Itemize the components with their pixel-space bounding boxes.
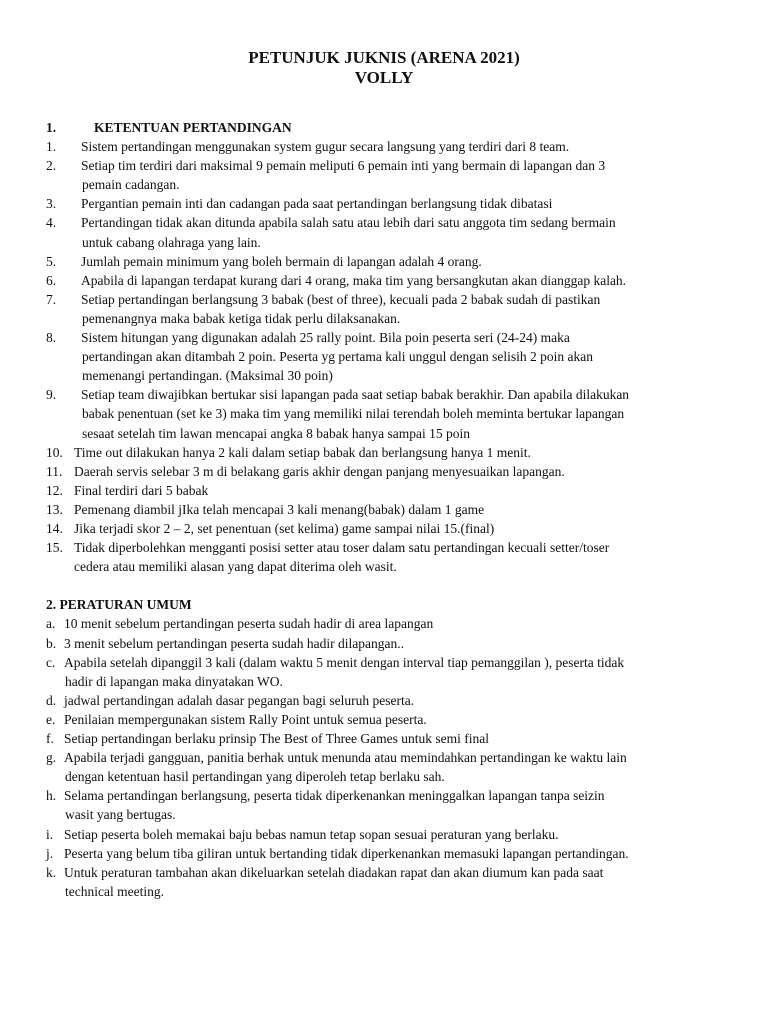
list-item-text: Time out dilakukan hanya 2 kali dalam setiap babak dan berlangsung hanya 1 menit. [74,444,531,460]
list-item-text: Setiap pertandingan berlaku prinsip The Best of Three Games untuk semi final [64,731,490,746]
list-item-text: Jumlah pemain minimum yang boleh bermain di lapangan adalah 4 orang. [81,253,482,269]
list-item-text: Apabila setelah dipanggil 3 kali (dalam waktu 5 menit dengan interval tiap pemanggilan ), peserta tidak [64,654,625,670]
list-item-letter: j. [46,845,54,861]
list-item-letter: a. [46,616,56,632]
list-item-number: 12. [46,482,63,498]
list-item-letter: d. [46,692,57,708]
list-item-continuation: pemain cadangan. [82,177,180,193]
list-item-number: 14. [46,521,63,536]
list-item-number: 8. [46,330,57,345]
document-subtitle: VOLLY [354,68,414,87]
list-item-number: 11. [46,463,63,479]
list-item-number: 13. [46,501,63,517]
list-item-continuation: pemenangnya maka babak ketiga tidak perlu dilaksanakan. [82,310,401,326]
list-item-text: Final terdiri dari 5 babak [74,482,209,498]
list-item-text: Apabila di lapangan terdapat kurang dari 4 orang, maka tim yang bersangkutan akan dianggap kalah. [81,272,627,288]
list-item-text: 3 menit sebelum pertandingan peserta sudah hadir dilapangan.. [64,635,405,651]
list-item-text: Setiap peserta boleh memakai baju bebas namun tetap sopan sesuai peraturan yang berlaku. [64,826,559,842]
list-item-continuation: technical meeting. [65,883,164,899]
list-item-continuation: cedera atau memiliki alasan yang dapat diterima oleh wasit. [74,559,397,575]
list-item-continuation: untuk cabang olahraga yang lain. [82,234,261,250]
list-item-letter: k. [46,864,57,880]
list-item-text: jadwal pertandingan adalah dasar pegangan bagi seluruh peserta. [64,692,415,708]
list-item-continuation: hadir di lapangan maka dinyatakan WO. [65,673,283,689]
list-item-number: 15. [46,540,63,556]
list-item-number: 10. [46,444,63,460]
section-heading: 2. PERATURAN UMUM [46,597,192,613]
list-item-continuation: sesaat setelah tim lawan mencapai angka 8 babak hanya sampai 15 poin [82,425,470,441]
list-item-text: Setiap tim terdiri dari maksimal 9 pemain meliputi 6 pemain inti yang bermain di lapangan dan 3 [81,158,606,174]
list-item-text: Daerah servis selebar 3 m di belakang garis akhir dengan panjang menyesuaikan lapangan. [74,463,565,479]
list-item-number: 4. [46,215,57,231]
list-item-text: Apabila terjadi gangguan, panitia berhak untuk menunda atau memindahkan pertandingan ke waktu lain [64,750,627,766]
list-item-continuation: babak penentuan (set ke 3) maka tim yang memiliki nilai terendah boleh meminta bertukar lapangan [82,406,625,422]
list-item-number: 6. [46,272,57,288]
section-number: 1. [46,120,57,135]
list-item-continuation: wasit yang bertugas. [65,807,176,823]
list-item-text: Sistem pertandingan menggunakan system gugur secara langsung yang terdiri dari 8 team. [81,139,570,154]
list-item-text: Untuk peraturan tambahan akan dikeluarkan setelah diadakan rapat dan akan diumum kan pada saat [64,864,604,880]
list-item-number: 3. [46,196,57,212]
list-item-letter: c. [46,654,56,670]
list-item-number: 7. [46,291,57,307]
list-item-number: 1. [46,139,57,154]
list-item-text: Selama pertandingan berlangsung, peserta tidak diperkenankan meninggalkan lapangan tanpa seizin [64,788,605,804]
list-item-letter: i. [46,826,54,842]
list-item-text: Penilaian mempergunakan sistem Rally Point untuk semua peserta. [64,711,427,727]
list-item-continuation: dengan ketentuan hasil pertandingan yang diperoleh tetap berlaku sah. [65,769,445,785]
list-item-text: Setiap pertandingan berlangsung 3 babak (best of three), kecuali pada 2 babak sudah di pastikan [81,291,601,307]
section-heading: KETENTUAN PERTANDINGAN [94,120,292,135]
list-item-letter: b. [46,635,57,651]
list-item-text: 10 menit sebelum pertandingan peserta sudah hadir di area lapangan [64,616,434,632]
list-item-text: Tidak diperbolehkan mengganti posisi setter atau toser dalam satu pertandingan kecuali setter/toser [74,540,610,556]
list-item-continuation: memenangi pertandingan. (Maksimal 30 poin) [82,368,333,384]
list-item-continuation: pertandingan akan ditambah 2 poin. Peserta yg pertama kali unggul dengan selisih 2 poin akan [82,349,593,365]
list-item-text: Pemenang diambil jIka telah mencapai 3 kali menang(babak) dalam 1 game [74,501,485,517]
list-item-letter: h. [46,788,57,804]
list-item-text: Peserta yang belum tiba giliran untuk bertanding tidak diperkenankan memasuki lapangan pertandingan. [64,845,629,861]
list-item-text: Pertandingan tidak akan ditunda apabila salah satu atau lebih dari satu anggota tim sedang bermain [81,215,616,231]
document-title: PETUNJUK JUKNIS (ARENA 2021) [248,48,520,67]
list-item-number: 2. [46,158,57,174]
list-item-number: 5. [46,253,57,269]
list-item-text: Pergantian pemain inti dan cadangan pada saat pertandingan berlangsung tidak dibatasi [81,196,553,212]
list-item-text: Jika terjadi skor 2 – 2, set penentuan (set kelima) game sampai nilai 15.(final) [74,521,495,536]
list-item-text: Setiap team diwajibkan bertukar sisi lapangan pada saat setiap babak berakhir. Dan apabila dilakukan [81,387,630,403]
list-item-letter: e. [46,711,56,727]
list-item-text: Sistem hitungan yang digunakan adalah 25 rally point. Bila poin peserta seri (24-24) maka [81,330,570,345]
list-item-letter: g. [46,750,57,766]
list-item-number: 9. [46,387,57,403]
list-item-letter: f. [46,731,54,746]
